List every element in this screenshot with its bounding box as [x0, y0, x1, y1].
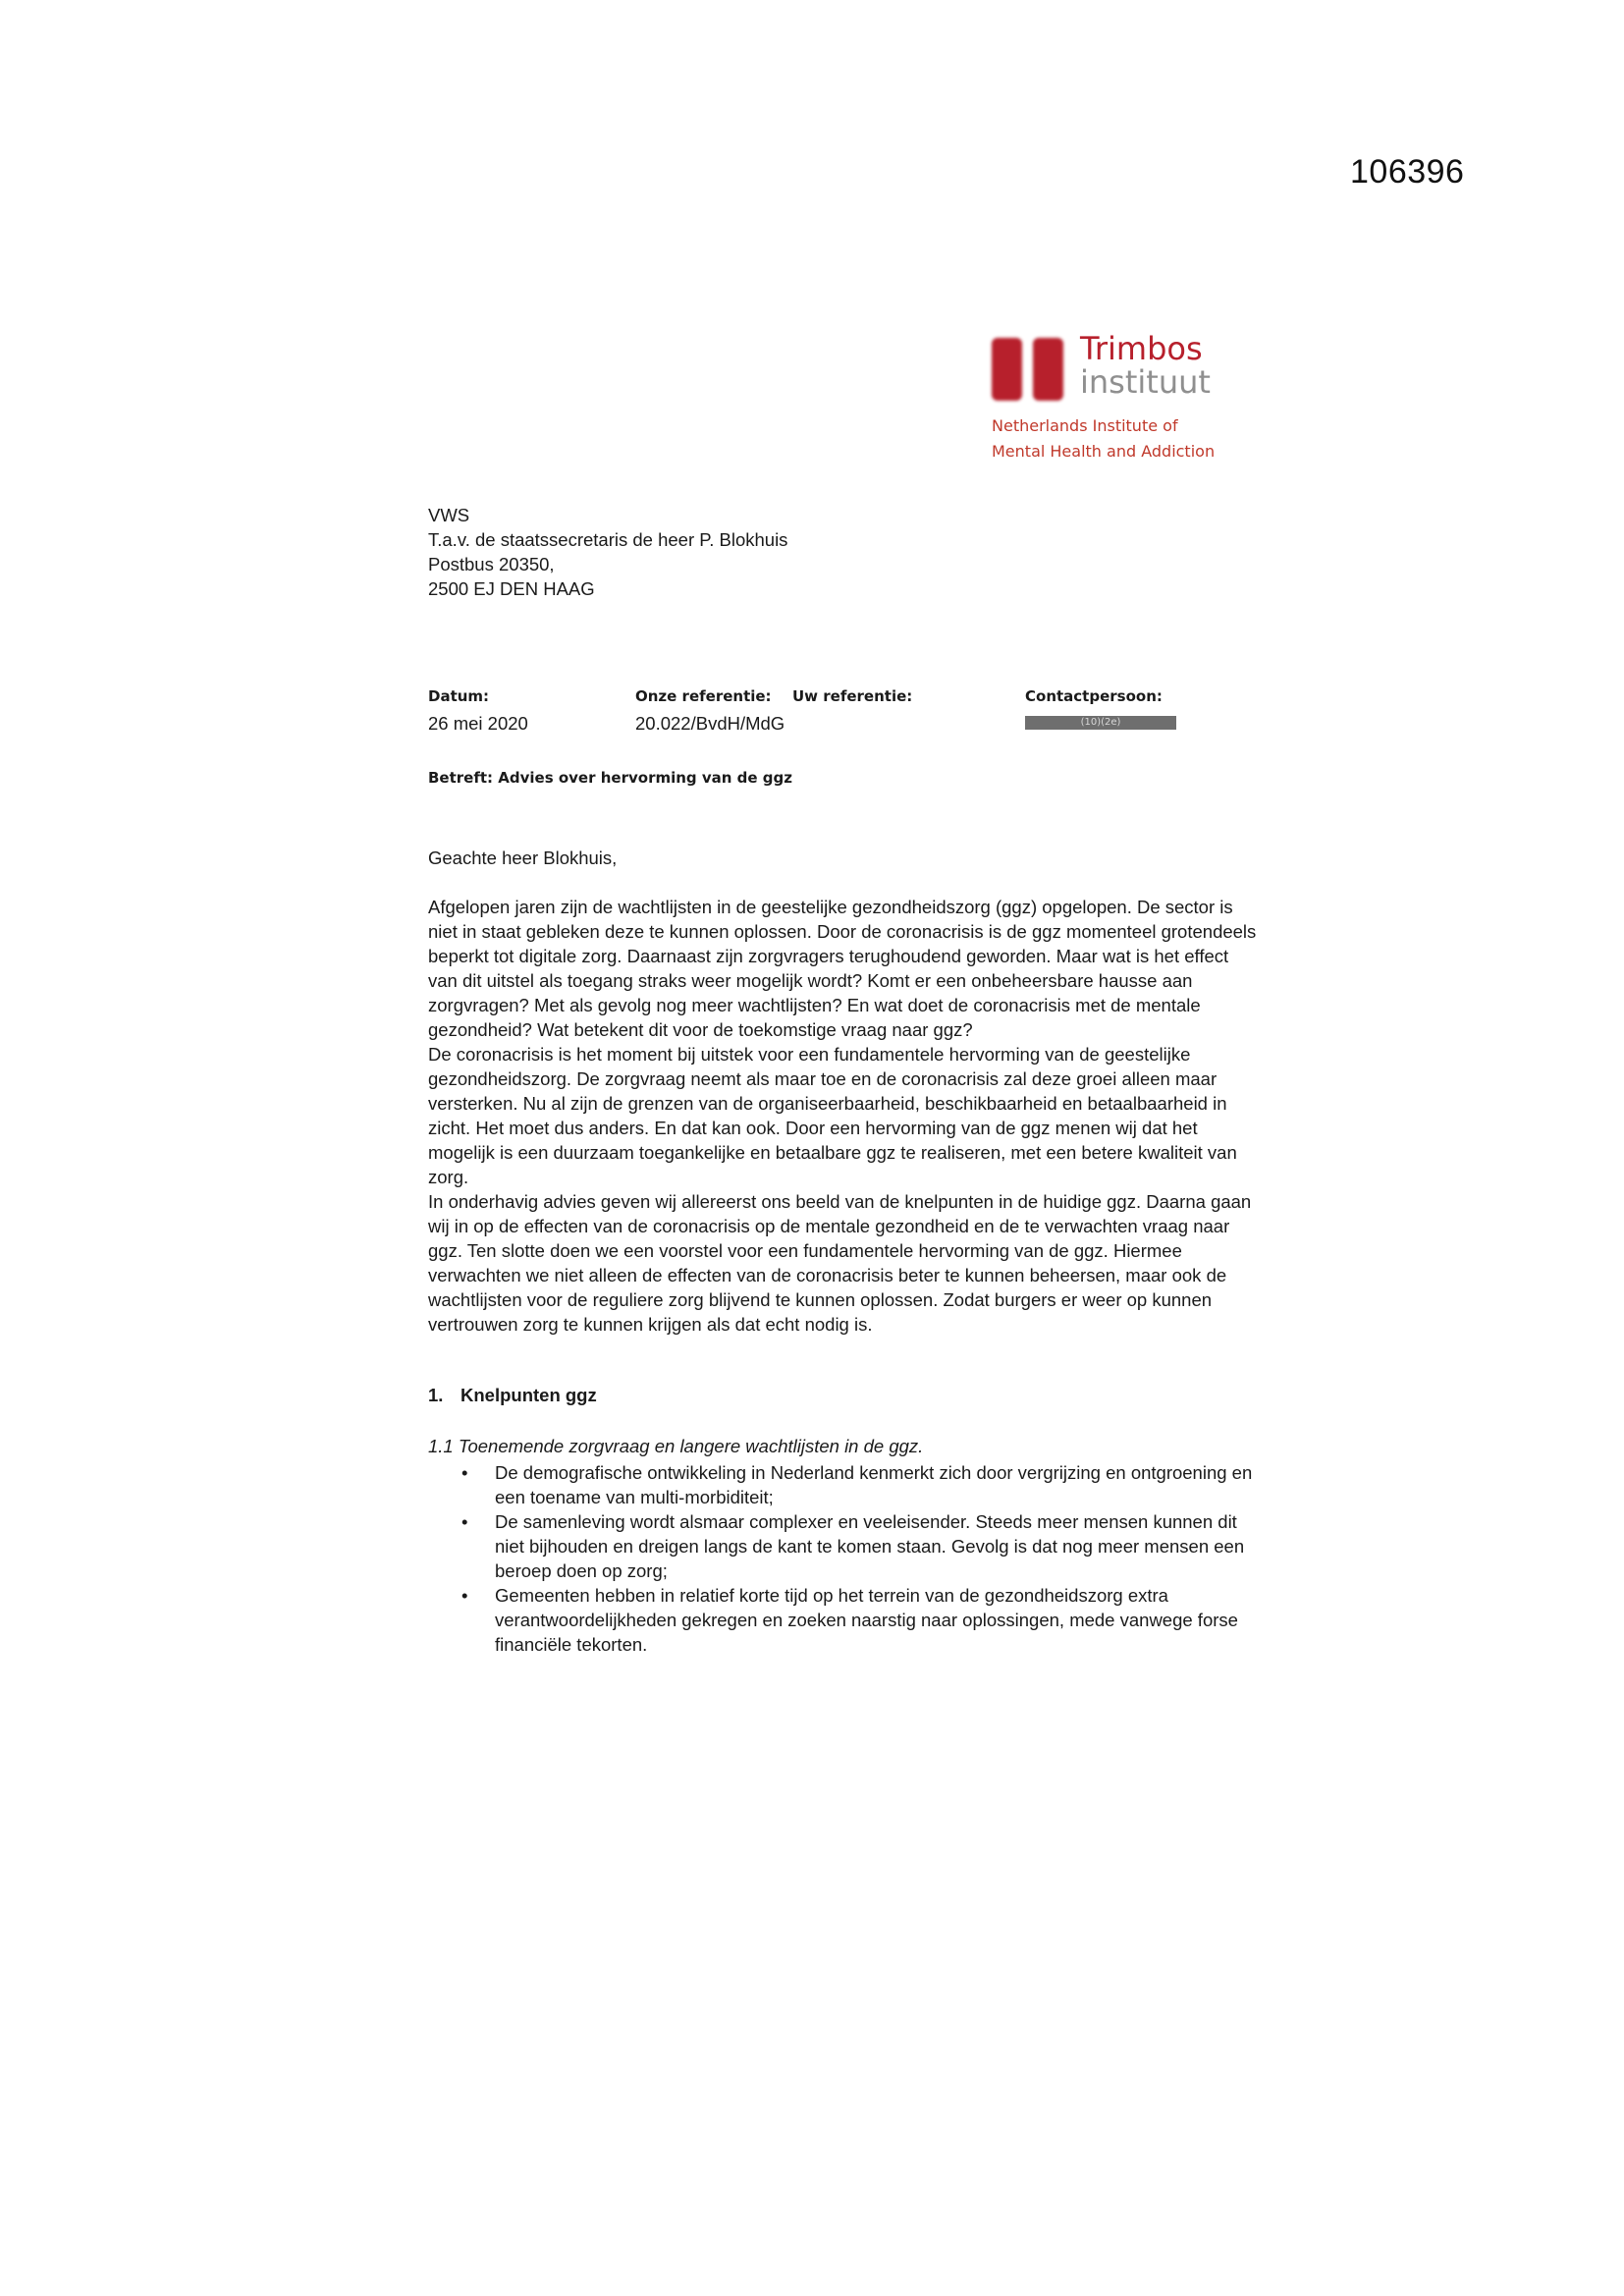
section-heading	[428, 1385, 597, 1406]
paragraph: De coronacrisis is het moment bij uitstek voor een fundamentele hervorming van de geestelijke gezondheidszorg. De zorgvraag neemt als maar toe en de coronacrisis zal deze groei alleen maar versterken. Nu al zijn de grenzen van de organiseerbaarheid, beschikbaarheid en betaalbaarheid in zicht. Het moet dus anders. En dat kan ook. Door een hervorming van de ggz menen wij dat het mogelijk is een duurzaam toegankelijke en betaalbare ggz te realiseren, met een betere kwaliteit van zorg.	[428, 1044, 1237, 1187]
logo-bar-right	[1033, 338, 1063, 401]
subsection-heading: 1.1 Toenemende zorgvraag en langere wachtlijsten in de ggz.	[428, 1436, 924, 1456]
list-item-text: De demografische ontwikkeling in Nederland kenmerkt zich door vergrijzing en ontgroening en een toename van multi-morbiditeit;	[495, 1462, 1253, 1507]
logo-word-trimbos: Trimbos	[1080, 330, 1203, 367]
bullet-list	[428, 1460, 1263, 1657]
contact-person-label: Contactpersoon:	[1025, 687, 1163, 705]
trimbos-logo	[986, 328, 1261, 475]
list-item	[428, 1509, 1263, 1583]
section-number: 1.	[428, 1385, 444, 1405]
list-item	[428, 1583, 1263, 1657]
bullet-icon: •	[461, 1511, 468, 1532]
list-item	[428, 1460, 1263, 1509]
salutation: Geachte heer Blokhuis,	[428, 847, 618, 868]
list-item-text: De samenleving wordt alsmaar complexer en veeleisender. Steeds meer mensen kunnen dit niet bijhouden en dreigen langs de kant te komen staan. Gevolg is dat nog meer mensen een beroep doen op zorg;	[495, 1511, 1245, 1581]
logo-word-instituut: instituut	[1080, 363, 1211, 401]
paragraph: Afgelopen jaren zijn de wachtlijsten in de geestelijke gezondheidszorg (ggz) opgelopen. De sector is niet in staat gebleken deze te kunnen oplossen. Door de coronacrisis is de ggz momenteel grotendeels beperkt tot digitale zorg. Daarnaast zijn zorgvragers terughoudend geworden. Maar wat is het effect van dit uitstel als toegang straks weer mogelijk wordt? Komt er een onbeheersbare hausse aan zorgvragen? Met als gevolg nog meer wachtlijsten? En wat doet de coronacrisis met de mentale gezondheid? Wat betekent dit voor de toekomstige vraag naar ggz?	[428, 897, 1257, 1040]
our-reference-value: 20.022/BvdH/MdG	[635, 713, 785, 734]
date-value: 26 mei 2020	[428, 713, 528, 734]
our-reference-label: Onze referentie:	[635, 687, 772, 705]
letter-body	[428, 895, 1263, 1337]
contact-person-redaction: (10)(2e)	[1025, 716, 1176, 730]
logo-subtitle-line1: Netherlands Institute of	[992, 416, 1178, 435]
section-title: Knelpunten ggz	[460, 1385, 597, 1405]
your-reference-label: Uw referentie:	[792, 687, 913, 705]
date-label: Datum:	[428, 687, 490, 705]
logo-bar-left	[992, 338, 1022, 401]
list-item-text: Gemeenten hebben in relatief korte tijd op het terrein van de gezondheidszorg extra verantwoordelijkheden gekregen en zoeken naarstig naar oplossingen, mede vanwege forse financiële tekorten.	[495, 1585, 1238, 1655]
address-line: VWS	[428, 505, 470, 525]
address-line: Postbus 20350,	[428, 554, 555, 574]
address-line: 2500 EJ DEN HAAG	[428, 578, 595, 599]
paragraph: In onderhavig advies geven wij allereerst ons beeld van de knelpunten in de huidige ggz. Daarna gaan wij in op de effecten van de coronacrisis op de mentale gezondheid en de te verwachten vraag naar ggz. Ten slotte doen we een voorstel voor een fundamentele hervorming van de ggz. Hiermee verwachten we niet alleen de effecten van de coronacrisis beter te kunnen beheersen, maar ook de wachtlijsten voor de reguliere zorg blijvend te kunnen oplossen. Zodat burgers er weer op kunnen vertrouwen zorg te kunnen krijgen als dat echt nodig is.	[428, 1191, 1252, 1335]
bullet-icon: •	[461, 1462, 468, 1483]
document-number: 106396	[1350, 153, 1465, 191]
recipient-address	[428, 503, 787, 601]
address-line: T.a.v. de staatssecretaris de heer P. Blokhuis	[428, 529, 788, 550]
subject-line: Betreft: Advies over hervorming van de ggz	[428, 769, 793, 787]
logo-subtitle-line2: Mental Health and Addiction	[992, 442, 1216, 461]
bullet-icon: •	[461, 1585, 468, 1606]
